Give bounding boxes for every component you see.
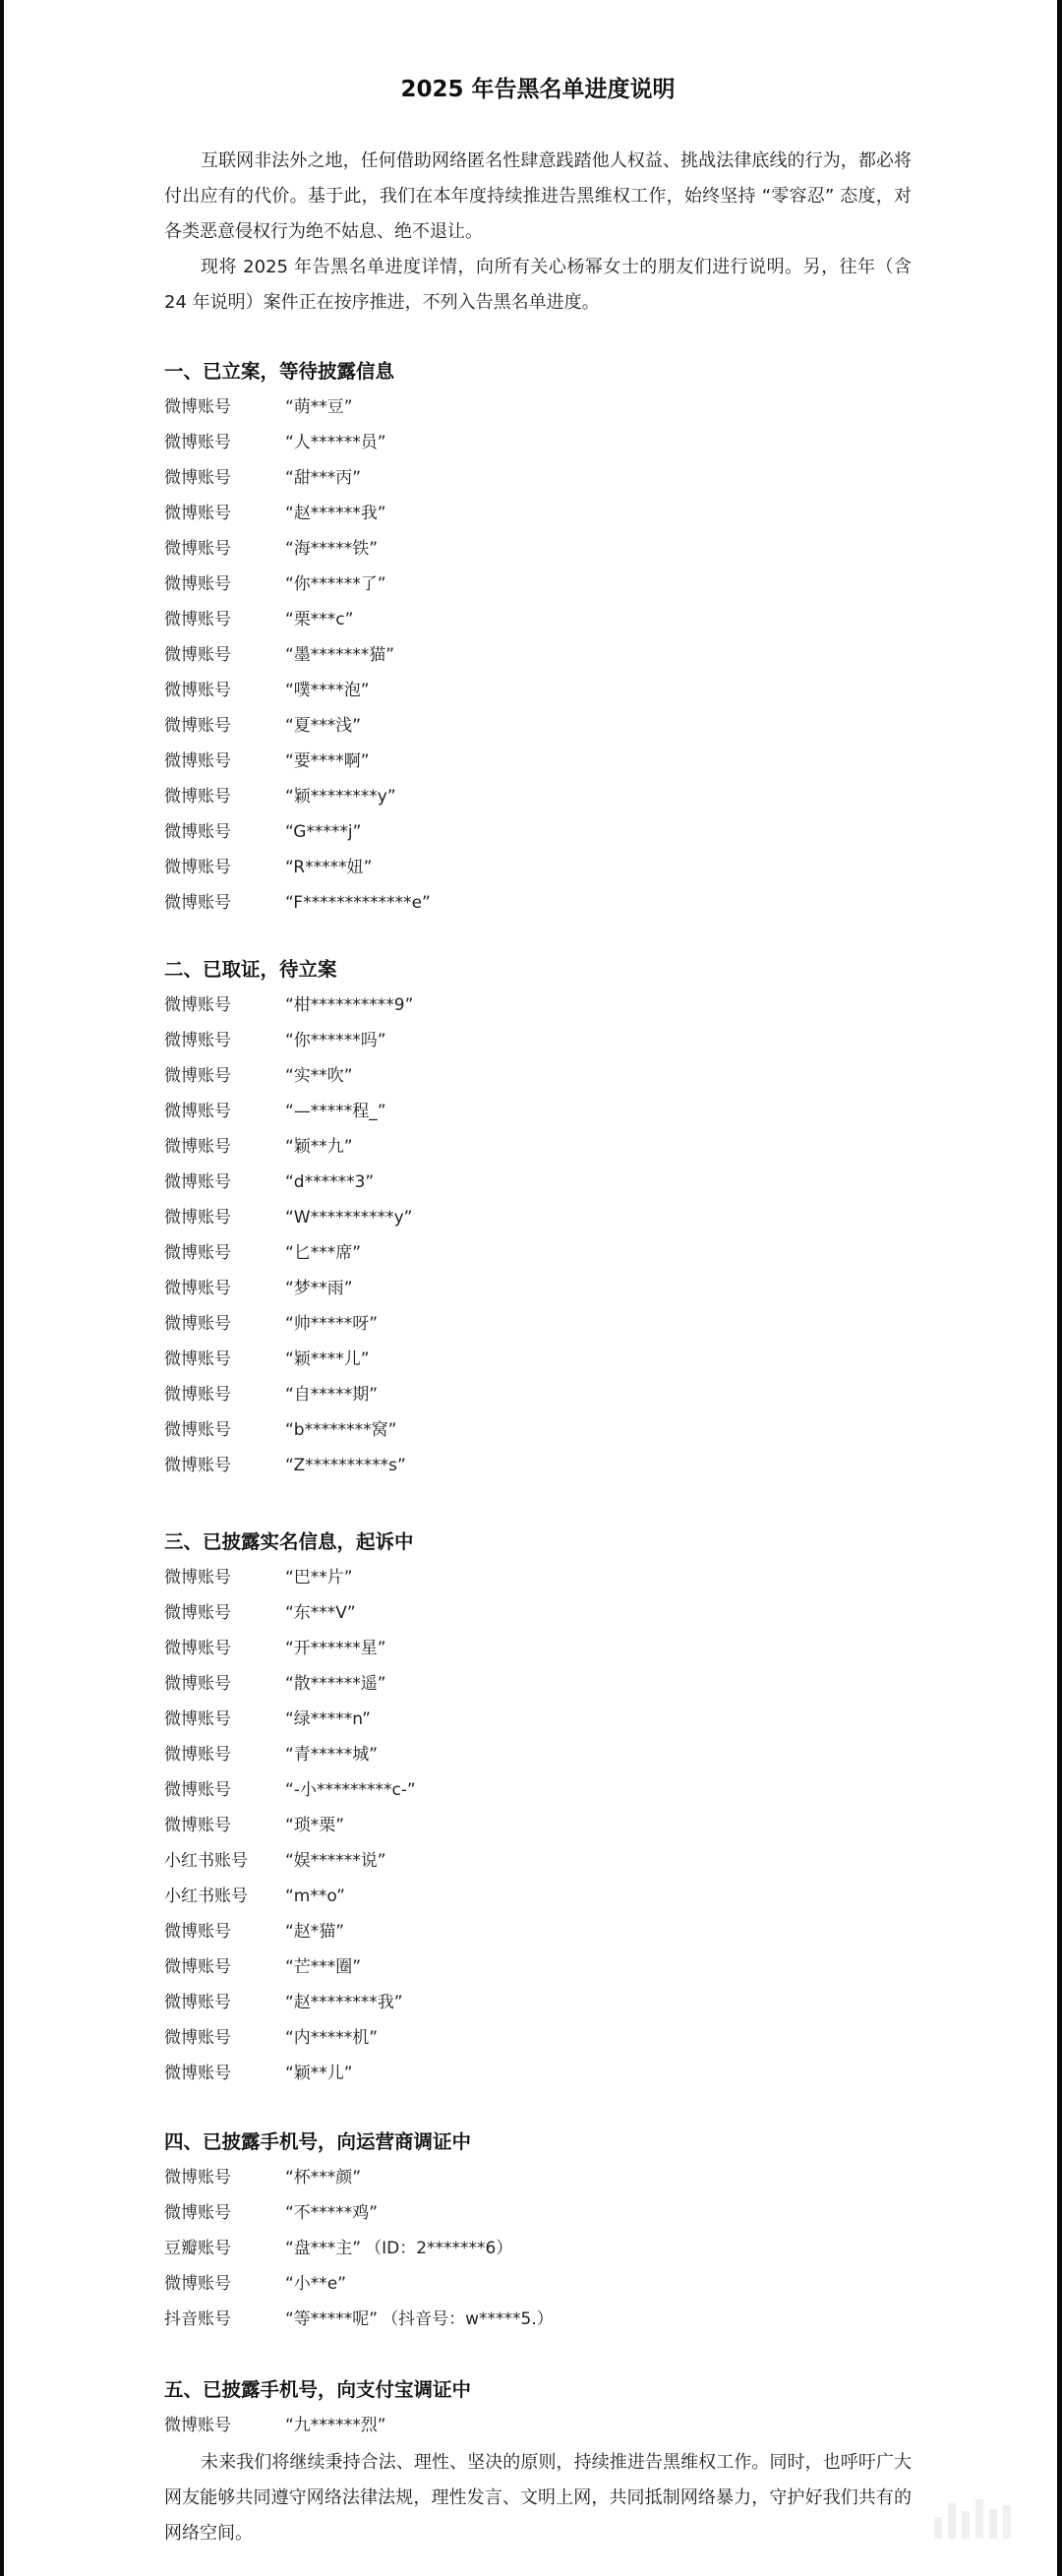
list-item xyxy=(164,460,912,496)
list-item xyxy=(164,2408,912,2443)
section-filed-awaiting-disclosure xyxy=(164,354,912,921)
account-platform: 微博账号 xyxy=(164,574,231,594)
account-name: “颖**九” xyxy=(285,1137,353,1157)
account-platform: 微博账号 xyxy=(164,1137,231,1157)
account-name: “娱******说” xyxy=(285,1851,386,1871)
account-name: “F*************e” xyxy=(285,893,431,913)
account-platform: 微博账号 xyxy=(164,858,231,877)
account-platform: 微博账号 xyxy=(164,468,231,488)
account-name: “实**吹” xyxy=(285,1066,353,1086)
list-item xyxy=(164,602,912,637)
list-item xyxy=(164,708,912,744)
account-platform: 微博账号 xyxy=(164,1102,231,1121)
account-name: “R*****妞” xyxy=(285,858,373,877)
account-platform: 微博账号 xyxy=(164,1349,231,1369)
closing-statement xyxy=(164,2445,912,2551)
account-name: “赵*猫” xyxy=(285,1922,345,1942)
account-name: “颖********y” xyxy=(285,787,396,807)
account-name: “帅*****呀” xyxy=(285,1314,379,1334)
account-name: “杯***颜” xyxy=(285,2168,362,2187)
account-platform: 微博账号 xyxy=(164,1385,231,1405)
list-item xyxy=(164,2160,912,2195)
account-platform: 微博账号 xyxy=(164,1066,231,1086)
list-item xyxy=(164,1595,912,1631)
account-platform: 微博账号 xyxy=(164,2416,231,2435)
account-platform: 微博账号 xyxy=(164,1420,231,1440)
list-item xyxy=(164,744,912,779)
account-name: “m**o” xyxy=(285,1887,345,1906)
account-name: “W**********y” xyxy=(285,1208,413,1228)
account-name: “匕***席” xyxy=(285,1243,362,1263)
account-name: “琐*栗” xyxy=(285,1816,345,1835)
account-id: （抖音号：w*****5.） xyxy=(382,2309,554,2329)
list-item xyxy=(164,531,912,567)
account-platform: 微博账号 xyxy=(164,1208,231,1228)
list-item xyxy=(164,1949,912,1985)
account-name: “赵********我” xyxy=(285,1993,403,2012)
list-item xyxy=(164,1306,912,1342)
account-platform: 微博账号 xyxy=(164,1674,231,1694)
account-platform: 豆瓣账号 xyxy=(164,2239,231,2258)
account-platform: 微博账号 xyxy=(164,1314,231,1334)
list-item xyxy=(164,1094,912,1129)
list-item xyxy=(164,2231,912,2266)
list-item xyxy=(164,2195,912,2231)
list-item xyxy=(164,2020,912,2056)
account-name: “芒***圈” xyxy=(285,1957,362,1977)
account-name: “b********窝” xyxy=(285,1420,397,1440)
account-platform: 微博账号 xyxy=(164,1745,231,1765)
account-platform: 微博账号 xyxy=(164,1279,231,1298)
list-item xyxy=(164,1737,912,1772)
list-item xyxy=(164,2266,912,2302)
list-item xyxy=(164,1412,912,1448)
account-platform: 微博账号 xyxy=(164,1957,231,1977)
account-platform: 微博账号 xyxy=(164,2168,231,2187)
account-name: “青*****城” xyxy=(285,1745,379,1765)
account-platform: 微博账号 xyxy=(164,1172,231,1192)
list-item xyxy=(164,1200,912,1235)
list-item xyxy=(164,1772,912,1808)
account-name: “G*****j” xyxy=(285,822,362,842)
account-platform: 微博账号 xyxy=(164,681,231,700)
section-title: 三、已披露实名信息，起诉中 xyxy=(164,1530,414,1553)
account-name: “栗***c” xyxy=(285,610,354,629)
list-item xyxy=(164,389,912,425)
right-border xyxy=(1057,0,1062,2576)
account-platform: 微博账号 xyxy=(164,1456,231,1475)
account-name: “自*****期” xyxy=(285,1385,379,1405)
account-platform: 微博账号 xyxy=(164,787,231,807)
left-border xyxy=(0,0,4,2576)
list-item xyxy=(164,1448,912,1483)
account-name: “盘***主” xyxy=(285,2239,362,2258)
list-item xyxy=(164,673,912,708)
list-item xyxy=(164,2056,912,2091)
section-phone-disclosed-alipay xyxy=(164,2372,912,2443)
account-name: “颖****儿” xyxy=(285,1349,370,1369)
list-item xyxy=(164,1843,912,1879)
account-platform: 微博账号 xyxy=(164,995,231,1015)
account-platform: 微博账号 xyxy=(164,1993,231,2012)
account-name: “墨*******猫” xyxy=(285,645,395,665)
account-platform: 微博账号 xyxy=(164,1709,231,1729)
account-name: “柑**********9” xyxy=(285,995,414,1015)
document-title: 2025 年告黑名单进度说明 xyxy=(400,77,676,102)
section-real-name-disclosed-suing xyxy=(164,1525,912,2091)
account-name: “Z**********s” xyxy=(285,1456,406,1475)
list-item xyxy=(164,1560,912,1595)
account-name: “内*****机” xyxy=(285,2028,379,2048)
account-name: “要****啊” xyxy=(285,751,370,771)
list-item xyxy=(164,1702,912,1737)
watermark-icon xyxy=(934,2499,1023,2539)
account-platform: 微博账号 xyxy=(164,433,231,452)
account-platform: 微博账号 xyxy=(164,2274,231,2294)
account-platform: 小红书账号 xyxy=(164,1851,248,1871)
account-name: “甜***丙” xyxy=(285,468,362,488)
account-platform: 微博账号 xyxy=(164,1780,231,1800)
account-name: “d******3” xyxy=(285,1172,375,1192)
section-title: 四、已披露手机号，向运营商调证中 xyxy=(164,2130,472,2153)
list-item xyxy=(164,496,912,531)
account-name: “不*****鸡” xyxy=(285,2203,379,2223)
account-platform: 微博账号 xyxy=(164,1922,231,1942)
account-name: “人******员” xyxy=(285,433,386,452)
account-name: “-小*********c-” xyxy=(285,1780,416,1800)
list-item xyxy=(164,988,912,1023)
section-title: 一、已立案，等待披露信息 xyxy=(164,360,395,383)
list-item xyxy=(164,1165,912,1200)
list-item xyxy=(164,425,912,460)
account-name: “等*****呢” xyxy=(285,2309,379,2329)
intro-paragraphs xyxy=(164,144,912,321)
account-platform: 微博账号 xyxy=(164,645,231,665)
list-item xyxy=(164,814,912,850)
account-name: “夏***浅” xyxy=(285,716,362,736)
account-platform: 微博账号 xyxy=(164,893,231,913)
account-platform: 微博账号 xyxy=(164,716,231,736)
list-item xyxy=(164,1023,912,1058)
account-name: “—*****程_” xyxy=(285,1102,386,1121)
account-platform: 微博账号 xyxy=(164,1816,231,1835)
list-item xyxy=(164,1235,912,1271)
account-platform: 微博账号 xyxy=(164,610,231,629)
account-name: “东***V” xyxy=(285,1603,356,1623)
list-item xyxy=(164,1985,912,2020)
account-platform: 微博账号 xyxy=(164,1031,231,1050)
section-title: 二、已取证，待立案 xyxy=(164,958,337,981)
account-name: “巴**片” xyxy=(285,1568,353,1588)
account-platform: 微博账号 xyxy=(164,2028,231,2048)
list-item xyxy=(164,1808,912,1843)
account-platform: 微博账号 xyxy=(164,822,231,842)
account-platform: 微博账号 xyxy=(164,1243,231,1263)
list-item xyxy=(164,1058,912,1094)
list-item xyxy=(164,1666,912,1702)
account-platform: 微博账号 xyxy=(164,504,231,523)
account-platform: 微博账号 xyxy=(164,1639,231,1658)
section-title: 五、已披露手机号，向支付宝调证中 xyxy=(164,2378,472,2401)
list-item xyxy=(164,1129,912,1165)
list-item xyxy=(164,1342,912,1377)
account-platform: 微博账号 xyxy=(164,1603,231,1623)
list-item xyxy=(164,1914,912,1949)
list-item xyxy=(164,1879,912,1914)
list-item xyxy=(164,1271,912,1306)
account-platform: 微博账号 xyxy=(164,539,231,559)
closing-paragraph: 未来我们将继续秉持合法、理性、坚决的原则，持续推进告黑维权工作。同时，也呼吁广大网友能够共同遵守网络法律法规，理性发言、文明上网，共同抵制网络暴力，守护好我们共有的网络空间。 xyxy=(164,2452,912,2544)
list-item xyxy=(164,779,912,814)
account-platform: 微博账号 xyxy=(164,397,231,417)
account-name: “你******吗” xyxy=(285,1031,386,1050)
list-item xyxy=(164,850,912,885)
section-phone-disclosed-carrier xyxy=(164,2125,912,2337)
account-name: “九******烈” xyxy=(285,2416,386,2435)
account-name: “开******星” xyxy=(285,1639,386,1658)
list-item xyxy=(164,1377,912,1412)
account-name: “梦**雨” xyxy=(285,1279,353,1298)
account-name: “海*****铁” xyxy=(285,539,379,559)
list-item xyxy=(164,1631,912,1666)
account-name: “噗****泡” xyxy=(285,681,370,700)
intro-paragraph-2: 现将 2025 年告黑名单进度详情，向所有关心杨幂女士的朋友们进行说明。另，往年（含 24 年说明）案件正在按序推进，不列入告黑名单进度。 xyxy=(164,257,912,313)
account-platform: 抖音账号 xyxy=(164,2309,231,2329)
account-platform: 微博账号 xyxy=(164,2064,231,2083)
account-name: “萌**豆” xyxy=(285,397,353,417)
list-item xyxy=(164,567,912,602)
account-name: “你******了” xyxy=(285,574,386,594)
list-item xyxy=(164,637,912,673)
account-platform: 微博账号 xyxy=(164,1568,231,1588)
account-platform: 微博账号 xyxy=(164,751,231,771)
account-name: “颖**儿” xyxy=(285,2064,353,2083)
intro-paragraph-1: 互联网非法外之地，任何借助网络匿名性肆意践踏他人权益、挑战法律底线的行为，都必将付出应有的代价。基于此，我们在本年度持续推进告黑维权工作，始终坚持 “零容忍” 态度，对各类恶意侵权行为绝不姑息、绝不退让。 xyxy=(164,150,912,242)
account-platform: 小红书账号 xyxy=(164,1887,248,1906)
account-platform: 微博账号 xyxy=(164,2203,231,2223)
account-id: （ID：2*******6） xyxy=(365,2239,513,2258)
list-item xyxy=(164,885,912,921)
account-name: “赵******我” xyxy=(285,504,386,523)
account-name: “小**e” xyxy=(285,2274,347,2294)
account-name: “绿*****n” xyxy=(285,1709,371,1729)
list-item xyxy=(164,2302,912,2337)
section-evidence-collected xyxy=(164,952,912,1483)
account-name: “散******遥” xyxy=(285,1674,386,1694)
